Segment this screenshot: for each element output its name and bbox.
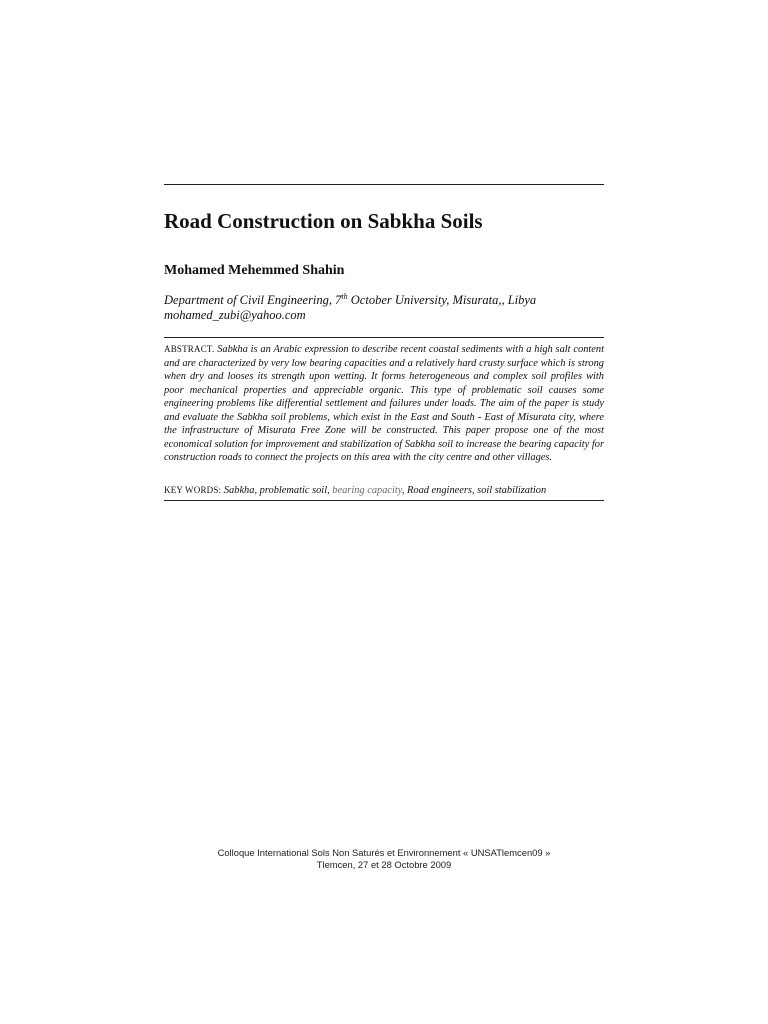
author-name: Mohamed Mehemmed Shahin — [164, 263, 345, 278]
footer-conference: Colloque International Sols Non Saturés et Environnement « UNSATlemcen09 » — [217, 847, 551, 858]
keywords-part-2: , Road engineers, soil stabilization — [401, 485, 547, 496]
affiliation-text-rest: October University, Misurata,, Libya — [347, 293, 537, 307]
author-affiliation — [164, 293, 536, 323]
keywords-part-1: Sabkha, problematic soil, — [221, 485, 333, 496]
abstract-bottom-rule — [164, 500, 604, 501]
affiliation-superscript: th — [341, 292, 348, 301]
abstract — [164, 343, 604, 465]
page-footer — [164, 847, 604, 871]
keywords-label: KEY WORDS: — [164, 485, 222, 495]
abstract-top-rule — [164, 337, 604, 338]
header-rule — [164, 184, 604, 185]
keywords — [164, 484, 604, 497]
affiliation-text: Department of Civil Engineering, 7 — [164, 293, 342, 307]
author-email: mohamed_zubi@yahoo.com — [164, 308, 306, 322]
affiliation-line — [164, 293, 536, 308]
keywords-highlighted: bearing capacity — [332, 485, 402, 496]
abstract-text: Sabkha is an Arabic expression to describe recent coastal sediments with a high salt content and are characterized by very low bearing capacities and a relatively hard crusty surface which is strong when dry and looses its strength upon wetting. It forms heterogeneous and complex soil profiles with poor mechanical properties and appreciable organic. This type of problematic soil causes some engineering problems like differential settlement and failures under loads. The aim of the paper is study and evaluate the Sabkha soil problems, which exist in the East and South - East of Misurata city, where the infrastructure of Misurata Free Zone will be constructed. This paper propose one of the most economical solution for improvement and stabilization of Sabkha soil to increase the bearing capacity for construction roads to connect the projects on this area with the city centre and other villages. — [164, 344, 604, 463]
paper-title: Road Construction on Sabkha Soils — [164, 209, 483, 233]
abstract-label: ABSTRACT. — [164, 344, 215, 354]
footer-location-date: Tlemcen, 27 et 28 Octobre 2009 — [316, 859, 452, 870]
